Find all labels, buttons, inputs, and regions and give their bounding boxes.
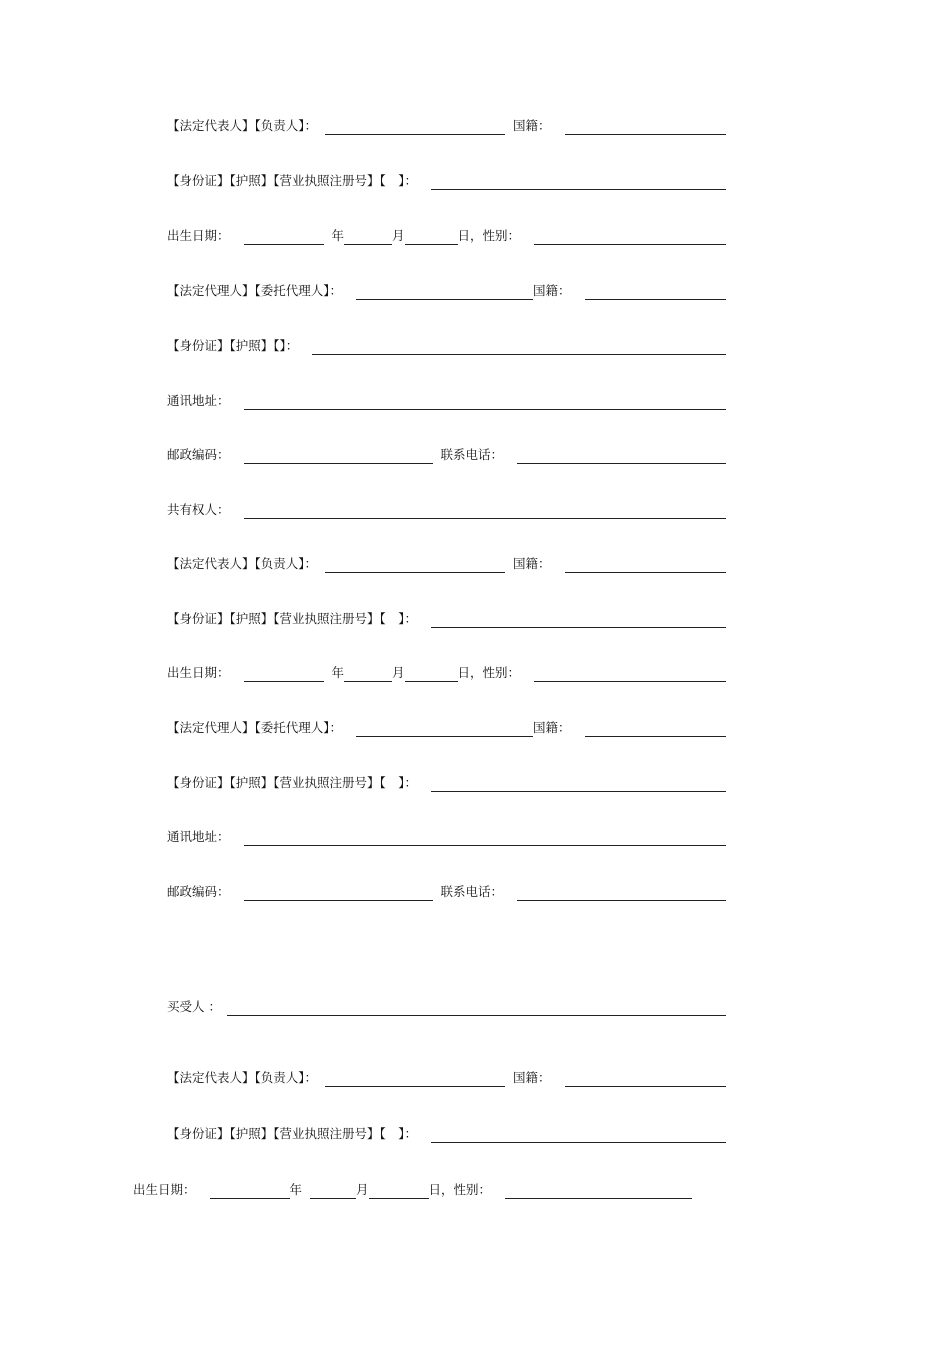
address-row — [167, 826, 726, 846]
agent-row — [167, 717, 726, 737]
legal-rep-row — [167, 553, 726, 573]
day-gender-label: 日，性别： — [457, 228, 521, 243]
address-field[interactable] — [244, 829, 726, 846]
nationality-label: 国籍： — [533, 283, 571, 298]
id-type-label: 【身份证】【护照】【营业执照注册号】【 】： — [167, 775, 418, 790]
phone-field[interactable] — [517, 447, 726, 464]
buyer-field[interactable] — [227, 999, 726, 1016]
birth-month-field[interactable] — [310, 1182, 356, 1199]
birth-year-field[interactable] — [210, 1182, 290, 1199]
nationality-field[interactable] — [585, 720, 726, 737]
day-gender-label: 日，性别： — [457, 665, 521, 680]
legal-rep-row — [167, 1067, 726, 1087]
phone-label: 联系电话： — [440, 884, 504, 899]
id-type-label: 【身份证】【护照】【营业执照注册号】【 】： — [167, 611, 418, 626]
id-type-label: 【身份证】【护照】【营业执照注册号】【 】： — [167, 173, 418, 188]
birth-date-row — [167, 662, 726, 682]
birth-date-label: 出生日期： — [167, 228, 230, 243]
id-row — [167, 772, 726, 792]
year-label: 年 — [289, 1182, 303, 1197]
id-number-field[interactable] — [431, 1126, 726, 1143]
nationality-field[interactable] — [565, 118, 726, 135]
id-number-field[interactable] — [431, 775, 726, 792]
birth-month-field[interactable] — [344, 228, 392, 245]
day-gender-label: 日，性别： — [428, 1182, 492, 1197]
address-row — [167, 390, 726, 410]
id-row — [167, 608, 726, 628]
gender-field[interactable] — [534, 665, 726, 682]
birth-day-field[interactable] — [369, 1182, 429, 1199]
phone-label: 联系电话： — [440, 447, 504, 462]
legal-rep-row — [167, 115, 726, 135]
id-type-label: 【身份证】【护照】【营业执照注册号】【 】： — [167, 1126, 418, 1141]
birth-date-label: 出生日期： — [167, 665, 230, 680]
nationality-field[interactable] — [565, 556, 726, 573]
birth-date-row — [133, 1179, 692, 1199]
month-label: 月 — [392, 228, 405, 243]
postal-code-field[interactable] — [244, 884, 433, 901]
phone-field[interactable] — [517, 884, 726, 901]
co-owner-field[interactable] — [244, 502, 726, 519]
year-label: 年 — [331, 665, 345, 680]
id-number-field[interactable] — [431, 611, 726, 628]
legal-rep-label: 【法定代表人】【负责人】： — [167, 556, 318, 571]
address-label: 通讯地址： — [167, 393, 230, 408]
birth-day-field[interactable] — [405, 228, 458, 245]
agent-id-field[interactable] — [312, 338, 726, 355]
postal-phone-row — [167, 444, 726, 464]
agent-id-label: 【身份证】【护照】【】： — [167, 338, 299, 353]
id-number-field[interactable] — [431, 173, 726, 190]
nationality-label: 国籍： — [513, 556, 551, 571]
nationality-field[interactable] — [585, 283, 726, 300]
agent-label: 【法定代理人】【委托代理人】： — [167, 283, 343, 298]
legal-rep-field[interactable] — [325, 556, 505, 573]
id-row — [167, 170, 726, 190]
co-owner-row — [167, 499, 726, 519]
nationality-label: 国籍： — [513, 1070, 551, 1085]
co-owner-label: 共有权人： — [167, 502, 230, 517]
address-label: 通讯地址： — [167, 829, 230, 844]
legal-rep-field[interactable] — [325, 118, 505, 135]
id-row — [167, 1123, 726, 1143]
birth-month-field[interactable] — [344, 665, 392, 682]
birth-date-label: 出生日期： — [133, 1182, 196, 1197]
nationality-label: 国籍： — [533, 720, 571, 735]
postal-code-label: 邮政编码： — [167, 447, 230, 462]
postal-phone-row — [167, 881, 726, 901]
address-field[interactable] — [244, 393, 726, 410]
buyer-label: 买受人 ： — [167, 999, 221, 1014]
birth-date-row — [167, 225, 726, 245]
gender-field[interactable] — [505, 1182, 692, 1199]
nationality-field[interactable] — [565, 1070, 726, 1087]
nationality-label: 国籍： — [513, 118, 551, 133]
month-label: 月 — [392, 665, 405, 680]
postal-code-field[interactable] — [244, 447, 433, 464]
postal-code-label: 邮政编码： — [167, 884, 230, 899]
buyer-row — [167, 996, 726, 1016]
legal-rep-field[interactable] — [325, 1070, 505, 1087]
agent-field[interactable] — [356, 283, 533, 300]
agent-field[interactable] — [356, 720, 533, 737]
birth-year-field[interactable] — [244, 228, 324, 245]
agent-id-row — [167, 335, 726, 355]
birth-year-field[interactable] — [244, 665, 324, 682]
gender-field[interactable] — [534, 228, 726, 245]
birth-day-field[interactable] — [405, 665, 458, 682]
year-label: 年 — [331, 228, 345, 243]
agent-label: 【法定代理人】【委托代理人】： — [167, 720, 343, 735]
legal-rep-label: 【法定代表人】【负责人】： — [167, 118, 318, 133]
legal-rep-label: 【法定代表人】【负责人】： — [167, 1070, 318, 1085]
agent-row — [167, 280, 726, 300]
month-label: 月 — [356, 1182, 369, 1197]
